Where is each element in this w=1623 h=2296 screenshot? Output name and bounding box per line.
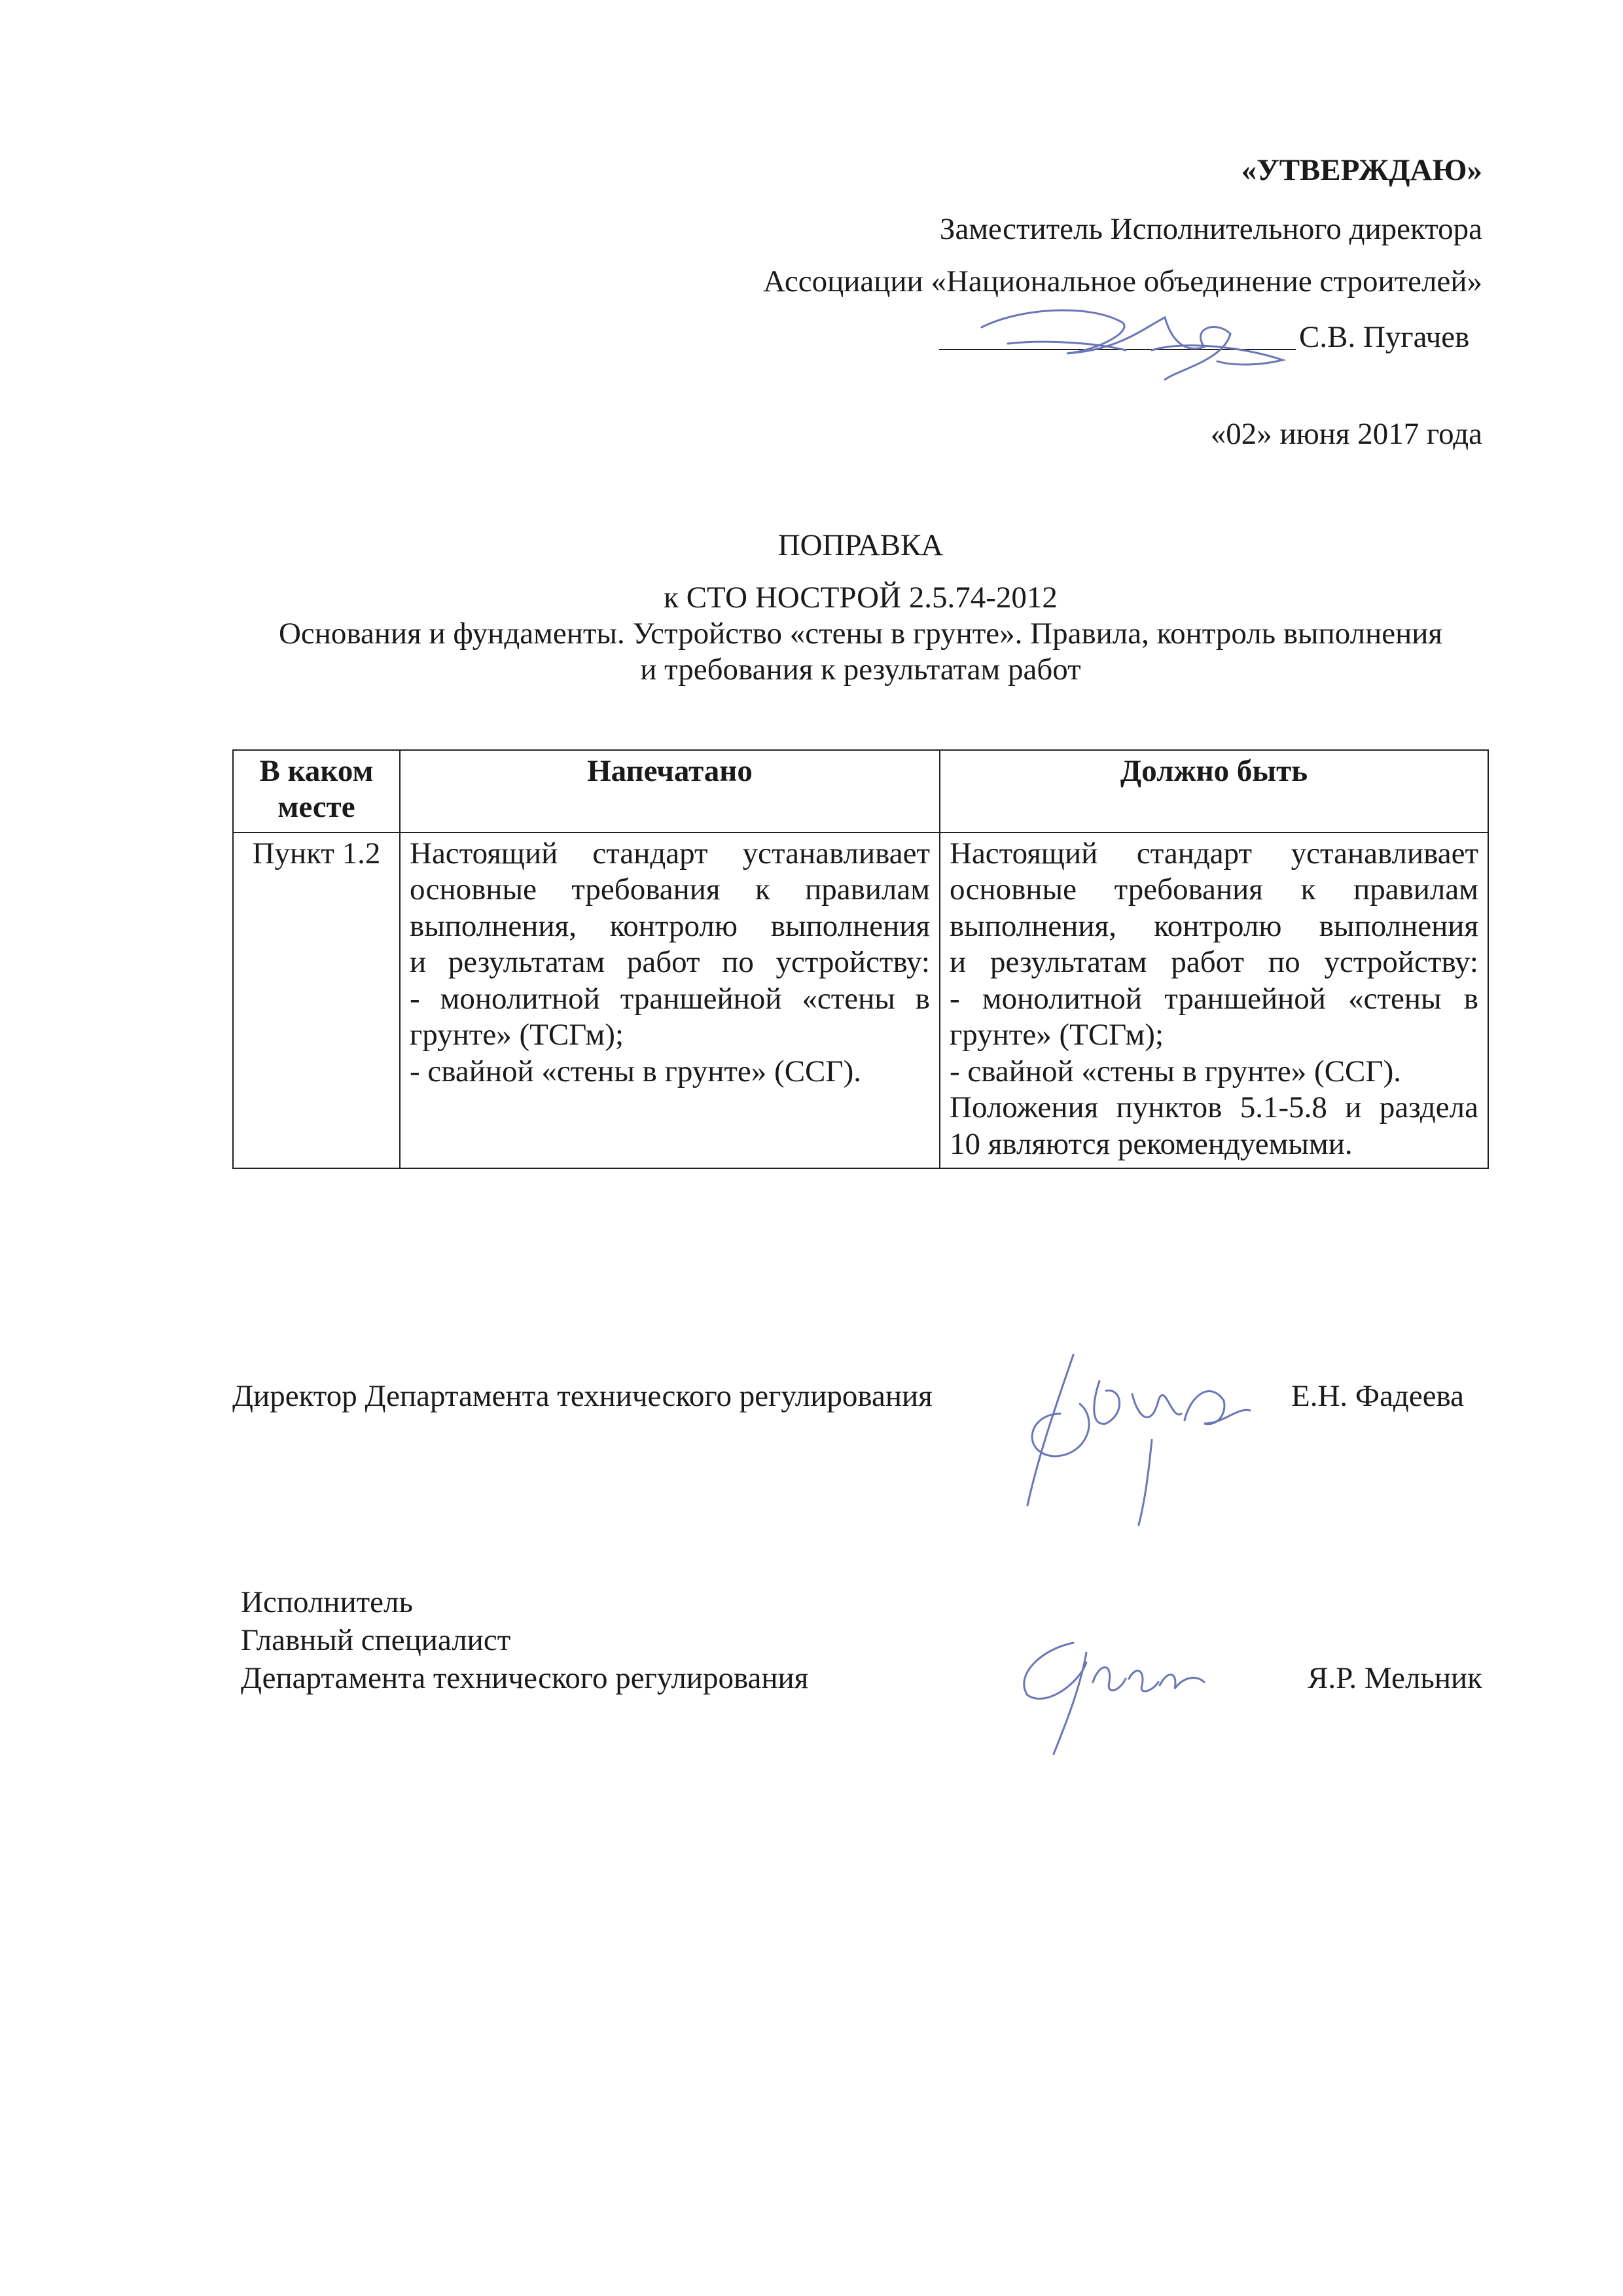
header-place-line2: месте [277, 790, 355, 825]
should-be-line: основные требования к правилам [950, 872, 1478, 907]
approver-position-line2: Ассоциации «Национальное объединение строителей» [763, 264, 1482, 298]
should-be-line: 10 являются рекомендуемыми. [950, 1126, 1353, 1161]
approval-date: «02» июня 2017 года [1210, 417, 1482, 451]
director-signature-image [1001, 1342, 1276, 1538]
table-header-row [233, 750, 1488, 833]
printed-line: Настоящий стандарт устанавливает [410, 836, 930, 870]
printed-line: выполнения, контролю выполнения [410, 908, 930, 943]
cell-printed [400, 833, 940, 1168]
printed-line: грунте» (ТСГм); [410, 1018, 624, 1052]
document-subtitle-line1: к СТО НОСТРОЙ 2.5.74-2012 [664, 581, 1058, 615]
should-be-line: грунте» (ТСГм); [950, 1018, 1164, 1052]
header-place-line1: В каком [259, 754, 374, 788]
director-name: Е.Н. Фадеева [1291, 1379, 1464, 1413]
correction-table [232, 749, 1489, 1169]
executor-name: Я.Р. Мельник [1308, 1661, 1482, 1695]
printed-line: основные требования к правилам [410, 872, 930, 907]
should-be-line: Настоящий стандарт устанавливает [950, 836, 1478, 870]
printed-line: - свайной «стены в грунте» (ССГ). [410, 1054, 861, 1088]
approver-signature-image [969, 288, 1309, 393]
executor-line3: Департамента технического регулирования [241, 1661, 809, 1695]
executor-signature-image [988, 1623, 1224, 1761]
should-be-line: и результатам работ по устройству: [950, 945, 1478, 980]
approver-position-line1: Заместитель Исполнительного директора [939, 212, 1482, 246]
should-be-line: Положения пунктов 5.1-5.8 и раздела [950, 1090, 1478, 1125]
executor-line1: Исполнитель [241, 1585, 413, 1619]
table-row [233, 833, 1488, 1168]
should-be-line: выполнения, контролю выполнения [950, 908, 1478, 943]
cell-should-be [940, 833, 1488, 1168]
header-should-be: Должно быть [940, 750, 1488, 833]
printed-line: - монолитной траншейной «стены в [410, 981, 930, 1016]
should-be-line: - свайной «стены в грунте» (ССГ). [950, 1054, 1401, 1088]
executor-line2: Главный специалист [241, 1623, 511, 1657]
header-printed: Напечатано [400, 750, 940, 833]
director-role: Директор Департамента технического регулирования [232, 1379, 933, 1413]
document-title: ПОПРАВКА [777, 528, 944, 562]
header-place [233, 750, 400, 833]
cell-place: Пункт 1.2 [233, 833, 400, 1168]
document-subtitle-line3: и требования к результатам работ [640, 653, 1081, 687]
document-subtitle-line2: Основания и фундаменты. Устройство «стены в грунте». Правила, контроль выполнения [278, 617, 1443, 651]
should-be-line: - монолитной траншейной «стены в [950, 981, 1478, 1016]
approver-name: С.В. Пугачев [1299, 320, 1470, 354]
printed-line: и результатам работ по устройству: [410, 945, 930, 980]
approval-title: «УТВЕРЖДАЮ» [1241, 153, 1482, 187]
